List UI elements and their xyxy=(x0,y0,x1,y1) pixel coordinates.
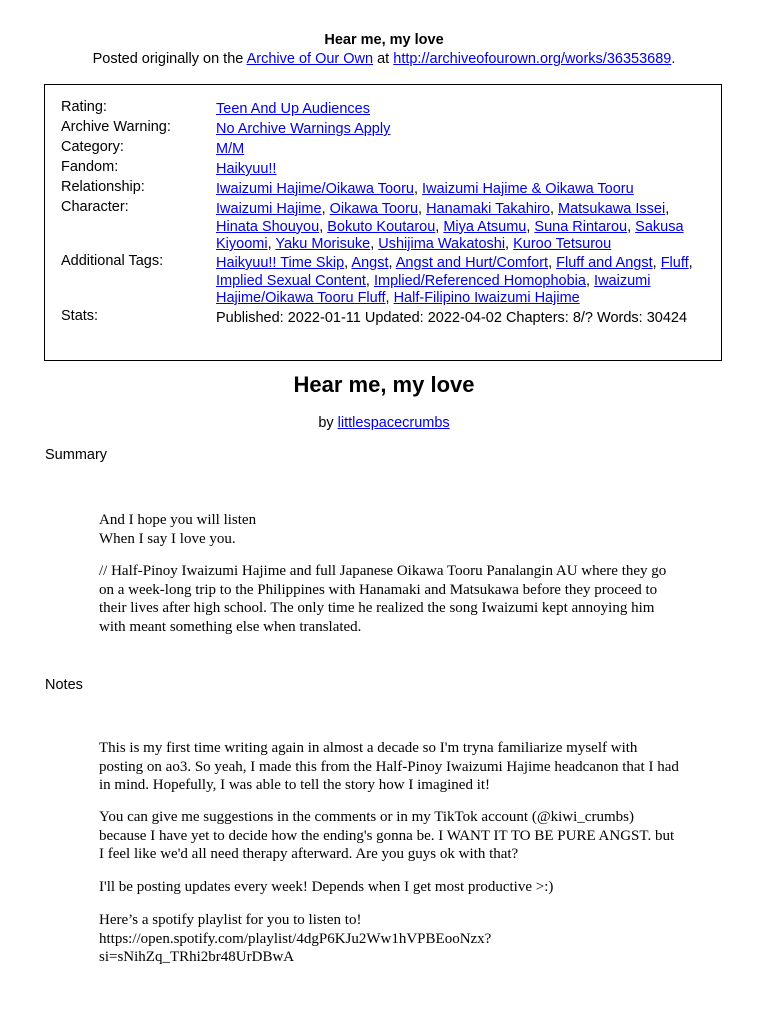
tag-link[interactable]: Yaku Morisuke xyxy=(275,236,371,252)
work-url-link[interactable]: http://archiveofourown.org/works/36353689 xyxy=(393,51,672,67)
meta-tags xyxy=(216,201,707,254)
tag-link[interactable]: Haikyuu!! xyxy=(216,161,277,177)
tag-link[interactable]: Iwaizumi Hajime/Oikawa Tooru Fluff xyxy=(216,272,651,306)
meta-tags xyxy=(216,121,707,139)
tag-separator: , xyxy=(627,218,636,235)
notes-paragraph-2: You can give me suggestions in the comments or in my TikTok account (@kiwi_crumbs) because I have yet to decide how the ending's gonna be. I WANT IT TO BE PURE ANGST. but I feel like we'd all need therapy afterward. Are you guys ok with that? xyxy=(99,809,675,862)
meta-tags xyxy=(216,141,707,159)
tag-separator: , xyxy=(549,201,558,217)
tag-link[interactable]: Iwaizumi Hajime xyxy=(216,201,322,217)
notes-paragraph-1: This is my first time writing again in almost a decade so I'm tryna familiarize myself with posting on ao3. So yeah, I made this from the Half-Pinoy Iwaizumi Hajime headcanon that I had in mind. Hopefully, I was able to tell the story how I imagined it! xyxy=(99,740,679,793)
posted-line xyxy=(0,50,768,69)
tag-separator: , xyxy=(388,255,396,271)
tag-link[interactable]: Half-Filipino Iwaizumi Hajime xyxy=(393,290,580,306)
meta-label: Archive Warning: xyxy=(61,119,171,135)
tag-link[interactable]: Iwaizumi Hajime/Oikawa Tooru xyxy=(216,181,414,197)
summary-line: When I say I love you. xyxy=(99,530,236,547)
tag-separator: , xyxy=(365,272,374,289)
tag-link[interactable]: Fluff xyxy=(660,255,689,271)
metadata-box xyxy=(44,84,722,361)
work-title: Hear me, my love xyxy=(293,372,475,397)
tag-separator: , xyxy=(370,236,379,252)
notes-paragraph-3: I'll be posting updates every week! Depends when I get most productive >:) xyxy=(99,879,554,895)
tag-link[interactable]: Iwaizumi Hajime & Oikawa Tooru xyxy=(422,181,634,197)
tag-separator: , xyxy=(385,290,394,306)
meta-tags xyxy=(216,255,707,308)
notes-paragraph-4 xyxy=(99,911,679,967)
tag-separator: , xyxy=(652,255,661,271)
meta-label: Relationship: xyxy=(61,179,145,195)
meta-label: Stats: xyxy=(61,308,99,324)
meta-label: Additional Tags: xyxy=(61,253,164,269)
stats-text: Published: 2022-01-11 Updated: 2022-04-02 Chapters: 8/? Words: 30424 xyxy=(216,310,688,326)
tag-separator: , xyxy=(267,236,276,252)
tag-separator: , xyxy=(585,272,595,289)
summary-body xyxy=(99,511,679,548)
tag-separator: , xyxy=(321,201,330,217)
summary-paragraph: // Half-Pinoy Iwaizumi Hajime and full Japanese Oikawa Tooru Panalangin AU where they go on a week-long trip to the Philippines with Hanamaki and Matsukawa before they proceed to their lives after high school. The only time he realized the song Iwaizumi kept annoying him with meant something else when translated. xyxy=(99,563,667,635)
notes-heading: Notes xyxy=(45,677,83,693)
meta-tags xyxy=(216,161,707,179)
header-title: Hear me, my love xyxy=(324,32,444,48)
posted-prefix: Posted originally on the xyxy=(92,51,247,67)
tag-separator: , xyxy=(688,255,693,271)
summary-heading: Summary xyxy=(45,447,108,463)
tag-link[interactable]: Fluff and Angst xyxy=(556,255,653,271)
meta-label: Fandom: xyxy=(61,159,119,175)
tag-link[interactable]: Hinata Shouyou xyxy=(216,218,320,235)
at-text: at xyxy=(373,51,394,67)
tag-separator: , xyxy=(413,181,423,197)
tag-link[interactable]: Hanamaki Takahiro xyxy=(426,201,550,217)
tag-separator: , xyxy=(548,255,557,271)
tag-separator: , xyxy=(344,255,352,271)
tag-link[interactable]: Implied/Referenced Homophobia xyxy=(373,272,586,289)
tag-separator: , xyxy=(435,218,444,235)
tag-link[interactable]: Teen And Up Audiences xyxy=(216,101,370,117)
meta-tags xyxy=(216,101,707,119)
tag-link[interactable]: Kuroo Tetsurou xyxy=(513,236,612,252)
playlist-intro: Here’s a spotify playlist for you to listen to! xyxy=(99,912,362,928)
tag-separator: , xyxy=(665,201,670,217)
tag-link[interactable]: Angst xyxy=(351,255,389,271)
tag-link[interactable]: Oikawa Tooru xyxy=(329,201,419,217)
tag-link[interactable]: Matsukawa Issei xyxy=(558,201,666,217)
meta-tags xyxy=(216,181,707,199)
tag-separator: , xyxy=(505,236,514,252)
meta-label: Character: xyxy=(61,199,129,215)
pdf-header xyxy=(0,31,768,69)
tag-link[interactable]: Haikyuu!! Time Skip xyxy=(216,255,345,271)
tag-separator: , xyxy=(526,218,535,235)
tag-link[interactable]: Implied Sexual Content xyxy=(216,272,366,289)
tag-separator: , xyxy=(319,218,328,235)
tag-link[interactable]: Ushijima Wakatoshi xyxy=(378,236,506,252)
summary-line: And I hope you will listen xyxy=(99,512,257,528)
tag-link[interactable]: M/M xyxy=(216,141,245,157)
playlist-link-line-2: si=sNihZq_TRhi2br48UrDBwA xyxy=(99,949,295,965)
tag-link[interactable]: Suna Rintarou xyxy=(534,218,628,235)
tag-link[interactable]: Miya Atsumu xyxy=(443,218,527,235)
meta-label: Rating: xyxy=(61,99,107,115)
author-link[interactable]: littlespacecrumbs xyxy=(337,415,450,431)
tag-link[interactable]: Bokuto Koutarou xyxy=(327,218,436,235)
period: . xyxy=(671,51,676,67)
tag-link[interactable]: Sakusa Kiyoomi xyxy=(216,218,684,252)
tag-link[interactable]: Angst and Hurt/Comfort xyxy=(395,255,549,271)
playlist-link-line-1: https://open.spotify.com/playlist/4dgP6KJu2Ww1hVPBEooNzx? xyxy=(99,930,492,947)
archive-link[interactable]: Archive of Our Own xyxy=(246,51,374,67)
by-text: by xyxy=(318,415,338,431)
tag-link[interactable]: No Archive Warnings Apply xyxy=(216,121,391,137)
byline xyxy=(0,415,768,431)
tag-separator: , xyxy=(418,201,427,217)
meta-label: Category: xyxy=(61,139,124,155)
